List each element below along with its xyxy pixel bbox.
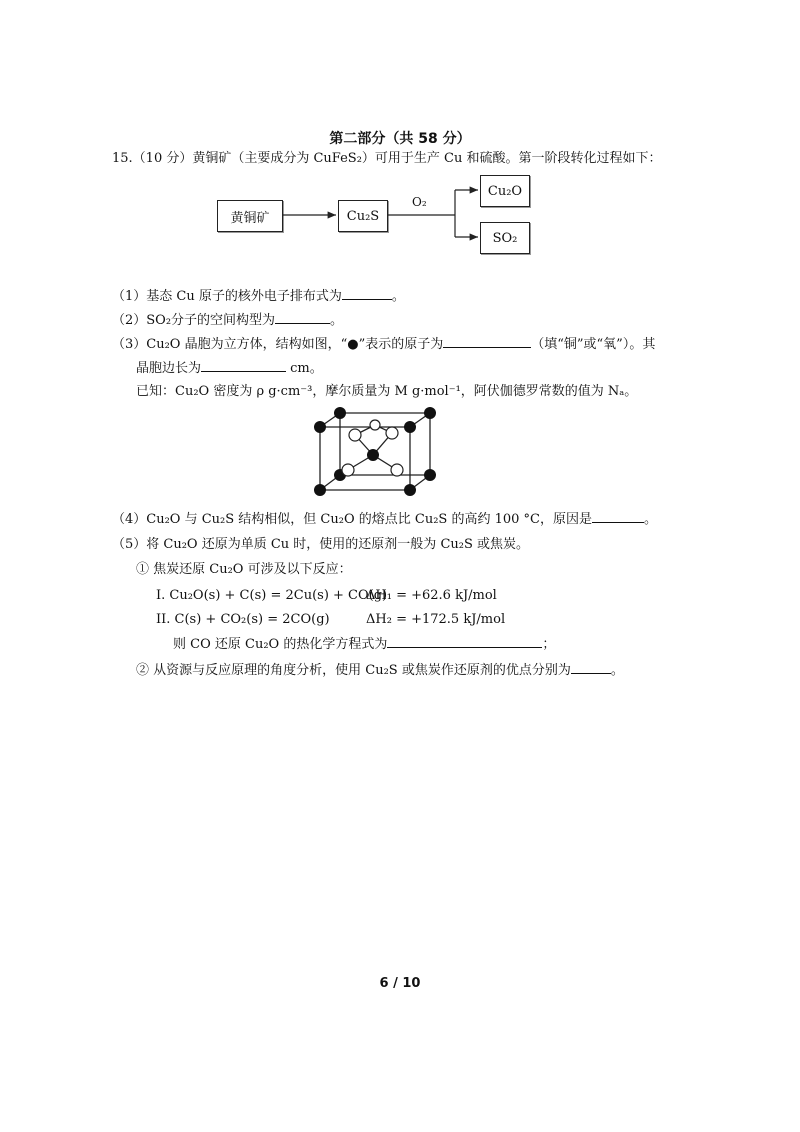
inner-atom — [349, 429, 361, 441]
page-number: 6 / 10 — [379, 976, 421, 991]
reaction-1-enthalpy: ΔH₁ = +62.6 kJ/mol — [366, 588, 497, 603]
crystal-cell-figure — [300, 405, 450, 505]
answer-blank-1[interactable] — [342, 287, 392, 300]
corner-atom — [314, 484, 326, 496]
part-1-text: （1）基态 Cu 原子的核外电子排布式为 — [112, 289, 342, 304]
part-3-text-d: cm。 — [290, 361, 323, 376]
answer-blank-4[interactable] — [592, 510, 644, 523]
corner-atom — [314, 421, 326, 433]
part-3 — [112, 335, 655, 354]
corner-atom — [404, 484, 416, 496]
part-2-end: 。 — [330, 313, 344, 328]
flow-arrows — [0, 0, 800, 300]
answer-blank-5a[interactable] — [387, 635, 542, 648]
inner-atom — [370, 420, 380, 430]
part-3-known: 已知：Cu₂O 密度为 ρ g·cm⁻³，摩尔质量为 M g·mol⁻¹，阿伏伽德罗常数的值为 Nₐ。 — [136, 384, 638, 399]
corner-atom — [334, 407, 346, 419]
part-5-2-end: 。 — [610, 663, 624, 678]
part-5-1-question-end: ； — [542, 637, 556, 652]
reaction-2-enthalpy: ΔH₂ = +172.5 kJ/mol — [366, 612, 506, 627]
answer-blank-5b[interactable] — [571, 661, 611, 674]
part-5-2 — [136, 661, 624, 680]
part-3-line2 — [136, 359, 323, 378]
part-2-text: （2）SO₂分子的空间构型为 — [112, 313, 276, 328]
part-2 — [112, 311, 343, 330]
flow-reagent: O₂ — [412, 195, 427, 209]
inner-atom — [386, 427, 398, 439]
part-5-1: ① 焦炭还原 Cu₂O 可涉及以下反应： — [136, 562, 352, 577]
center-atom — [367, 449, 379, 461]
corner-atom — [404, 421, 416, 433]
part-1 — [112, 287, 405, 306]
section-title: 第二部分（共 58 分） — [329, 131, 471, 147]
corner-atom — [424, 469, 436, 481]
part-4 — [112, 510, 657, 529]
corner-atom — [424, 407, 436, 419]
part-5-1-question-text: 则 CO 还原 Cu₂O 的热化学方程式为 — [173, 637, 388, 652]
reaction-1 — [156, 587, 497, 605]
part-4-text: （4）Cu₂O 与 Cu₂S 结构相似，但 Cu₂O 的熔点比 Cu₂S 的高约 100 °C，原因是 — [112, 512, 592, 527]
part-3-text-c: 晶胞边长为 — [136, 361, 202, 376]
answer-blank-3b[interactable] — [201, 359, 286, 372]
reaction-2 — [156, 611, 505, 629]
reaction-1-equation: I. Cu₂O(s) + C(s) = 2Cu(s) + CO(g) — [156, 588, 388, 603]
part-1-end: 。 — [391, 289, 405, 304]
part-5-1-question — [173, 635, 555, 654]
part-3-text: （3）Cu₂O 晶胞为立方体，结构如图，“●”表示的原子为 — [112, 337, 444, 352]
question-stem: 15.（10 分）黄铜矿（主要成分为 CuFeS₂）可用于生产 Cu 和硫酸。第一阶段转化过程如下： — [112, 151, 662, 166]
part-5: （5）将 Cu₂O 还原为单质 Cu 时，使用的还原剂一般为 Cu₂S 或焦炭。 — [112, 537, 530, 552]
inner-atom — [391, 464, 403, 476]
answer-blank-2[interactable] — [275, 311, 330, 324]
part-5-2-text: ② 从资源与反应原理的角度分析，使用 Cu₂S 或焦炭作还原剂的优点分别为 — [136, 663, 571, 678]
reaction-2-equation: II. C(s) + CO₂(s) = 2CO(g) — [156, 612, 330, 627]
flow-label-product2: SO₂ — [492, 230, 518, 246]
inner-atom — [342, 464, 354, 476]
flow-label-product1: Cu₂O — [487, 183, 523, 199]
answer-blank-3a[interactable] — [443, 335, 531, 348]
part-3-text-b: （填“铜”或“氧”）。其 — [531, 337, 656, 352]
flow-label-start: 黄铜矿 — [230, 210, 270, 226]
part-4-end: 。 — [643, 512, 657, 527]
flow-label-mid: Cu₂S — [346, 208, 380, 224]
